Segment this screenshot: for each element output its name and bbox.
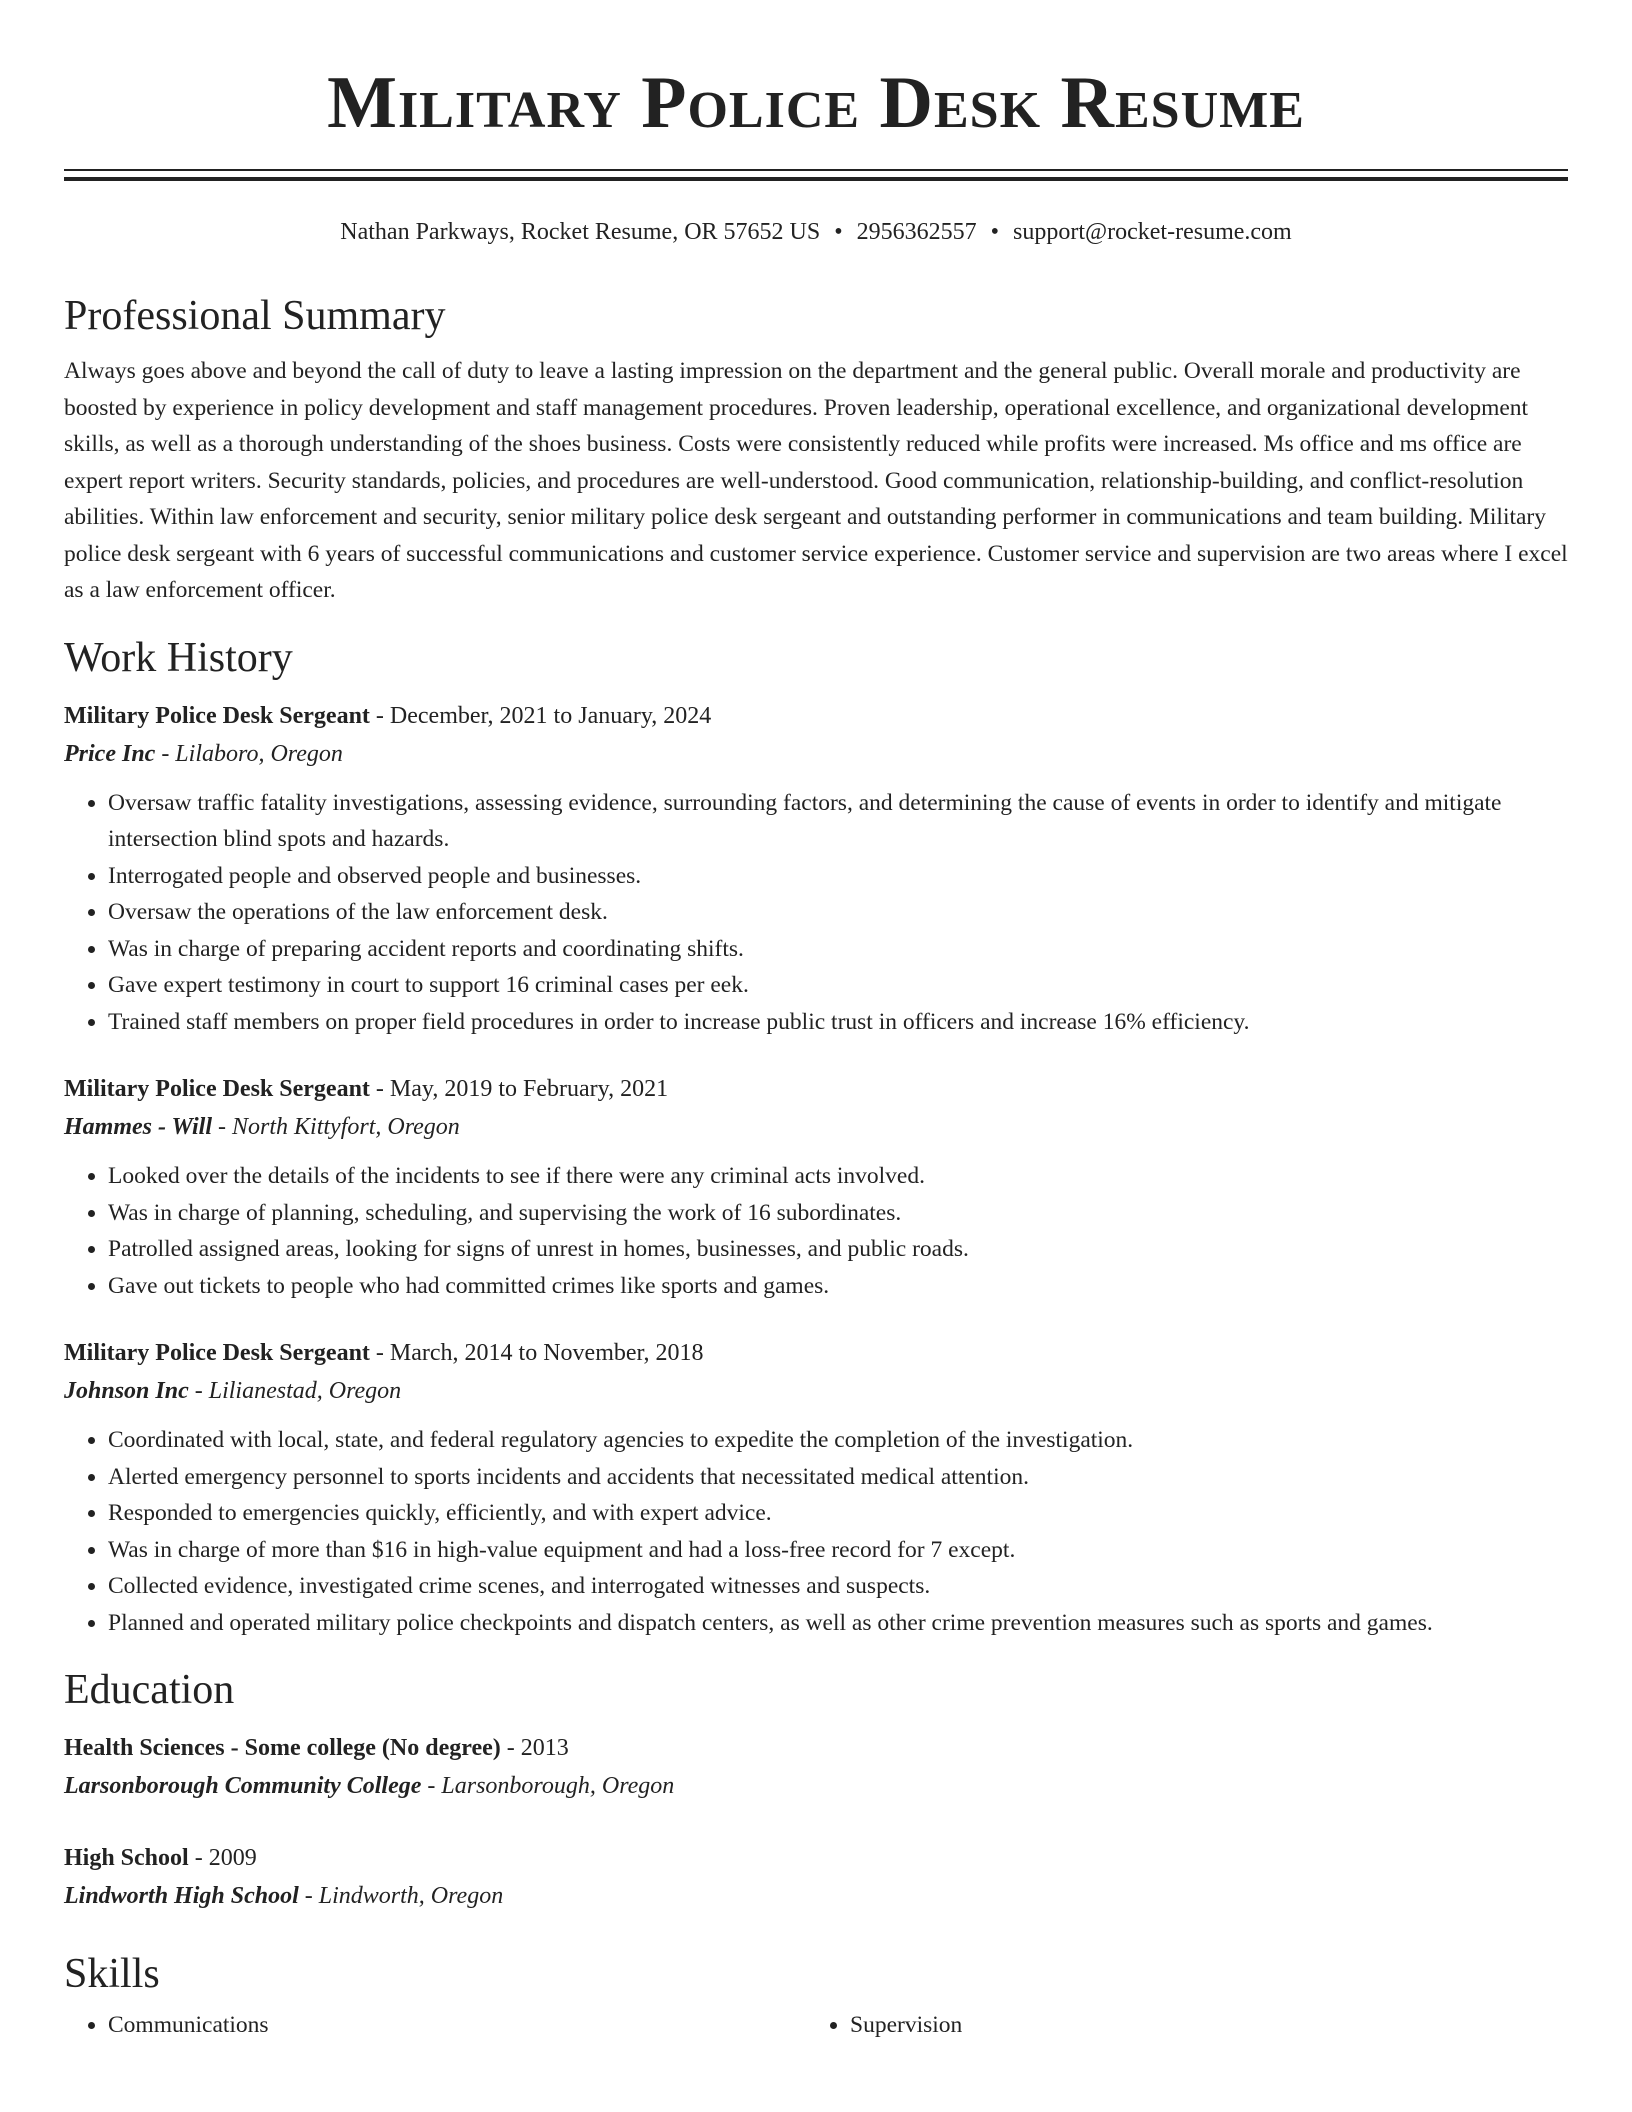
work-history-heading: Work History [64, 634, 293, 681]
job-location: - North Kittyfort, Oregon [218, 1114, 460, 1140]
skills-heading: Skills [64, 1951, 160, 1997]
job-company: Hammes - Will [64, 1114, 213, 1140]
education-heading: Education [64, 1667, 235, 1713]
job-title: Military Police Desk Sergeant [64, 1340, 370, 1366]
education-entry [64, 1839, 1568, 1915]
education-school-line [64, 1767, 1568, 1805]
job-bullet: • Was in charge of preparing accident reports and coordinating shifts. [108, 931, 1568, 968]
job-location: - Lilaboro, Oregon [161, 740, 343, 767]
job-bullet: • Gave expert testimony in court to support 16 criminal cases per eek. [108, 967, 1568, 1004]
job-location: - Lilianestad, Oregon [194, 1378, 402, 1404]
title-divider-thin [64, 169, 1568, 171]
contact-separator: • [990, 219, 1000, 245]
skills-list [64, 2007, 1568, 2044]
education-school: Larsonborough Community College [64, 1773, 422, 1799]
job-bullet: • Coordinated with local, state, and federal regulatory agencies to expedite the completion of the investigation. [108, 1422, 1568, 1459]
job-company-line [64, 1108, 1568, 1146]
job-bullet: • Oversaw traffic fatality investigations, assessing evidence, surrounding factors, and determining the cause of events in order to identify and mitigate intersection blind spots and hazards. [108, 785, 1568, 858]
job-bullet: • Was in charge of more than $16 in high-value equipment and had a loss-free record for 7 except. [108, 1532, 1568, 1569]
education-degree: Health Sciences - Some college (No degree) [64, 1735, 501, 1761]
job-bullet: • Interrogated people and observed people and businesses. [108, 858, 1568, 895]
education-year: - 2013 [506, 1735, 569, 1761]
education-location: - Lindworth, Oregon [304, 1883, 504, 1909]
job-bullets [64, 1158, 1568, 1304]
contact-phone: 2956362557 [856, 219, 977, 245]
job-dates: - March, 2014 to November, 2018 [375, 1340, 704, 1366]
job-title-line [64, 1070, 1568, 1108]
job-company-line [64, 1372, 1568, 1410]
job-bullet: • Alerted emergency personnel to sports incidents and accidents that necessitated medical attention. [108, 1459, 1568, 1496]
education-entry [64, 1729, 1568, 1805]
education-degree-line [64, 1729, 1568, 1767]
job-title: Military Police Desk Sergeant [64, 1076, 370, 1102]
job-bullet: • Collected evidence, investigated crime scenes, and interrogated witnesses and suspects. [108, 1568, 1568, 1605]
summary-text: Always goes above and beyond the call of duty to leave a lasting impression on the department and the general public. Overall morale and productivity are boosted by experience in policy development and staff management procedures. Proven leadership, operational excellence, and organizational development skills, as well as a thorough understanding of the shoes business. Costs were consistently reduced while profits were increased. Ms office and ms office are expert report writers. Security standards, policies, and procedures are well-understood. Good communication, relationship-building, and conflict-resolution abilities. Within law enforcement and security, senior military police desk sergeant and outstanding performer in communications and team building. Military police desk sergeant with 6 years of successful communications and customer service experience. Customer service and supervision are two areas where I excel as a law enforcement officer. [64, 358, 1568, 603]
job-dates: - May, 2019 to February, 2021 [375, 1076, 669, 1102]
job-bullet: • Planned and operated military police checkpoints and dispatch centers, as well as other crime prevention measures such as sports and games. [108, 1605, 1568, 1642]
contact-address: Nathan Parkways, Rocket Resume, OR 57652 US [340, 219, 821, 245]
contact-email: support@rocket-resume.com [1013, 219, 1292, 245]
education-location: - Larsonborough, Oregon [427, 1773, 675, 1799]
education-school-line [64, 1877, 1568, 1915]
education-degree-line [64, 1839, 1568, 1877]
skill-item: • Supervision [850, 2007, 1568, 2044]
job-bullets [64, 785, 1568, 1041]
job-bullet: • Gave out tickets to people who had committed crimes like sports and games. [108, 1268, 1568, 1305]
job-entry [64, 697, 1568, 1041]
job-company: Johnson Inc [64, 1378, 189, 1404]
job-company: Price Inc [64, 740, 156, 767]
job-bullet: • Trained staff members on proper field procedures in order to increase public trust in officers and increase 16% efficiency. [108, 1004, 1568, 1041]
job-entry [64, 1070, 1568, 1304]
job-bullets [64, 1422, 1568, 1641]
job-title: Military Police Desk Sergeant [64, 702, 370, 729]
education-school: Lindworth High School [64, 1883, 299, 1909]
job-bullet: • Was in charge of planning, scheduling, and supervising the work of 16 subordinates. [108, 1195, 1568, 1232]
contact-line [64, 217, 1568, 247]
job-title-line [64, 697, 1568, 735]
resume-title: Military Police Desk Resume [327, 62, 1305, 144]
contact-separator: • [834, 219, 843, 245]
summary-heading: Professional Summary [64, 293, 446, 339]
job-bullet: • Looked over the details of the incidents to see if there were any criminal acts involved. [108, 1158, 1568, 1195]
job-bullet: • Patrolled assigned areas, looking for signs of unrest in homes, businesses, and public roads. [108, 1231, 1568, 1268]
title-divider-thick [64, 177, 1568, 181]
job-title-line [64, 1334, 1568, 1372]
job-dates: - December, 2021 to January, 2024 [375, 702, 712, 729]
job-company-line [64, 735, 1568, 773]
job-bullet: • Oversaw the operations of the law enforcement desk. [108, 894, 1568, 931]
education-year: - 2009 [194, 1845, 257, 1871]
job-bullet: • Responded to emergencies quickly, efficiently, and with expert advice. [108, 1495, 1568, 1532]
job-entry [64, 1334, 1568, 1641]
education-degree: High School [64, 1845, 189, 1871]
skill-item: • Communications [108, 2007, 850, 2044]
